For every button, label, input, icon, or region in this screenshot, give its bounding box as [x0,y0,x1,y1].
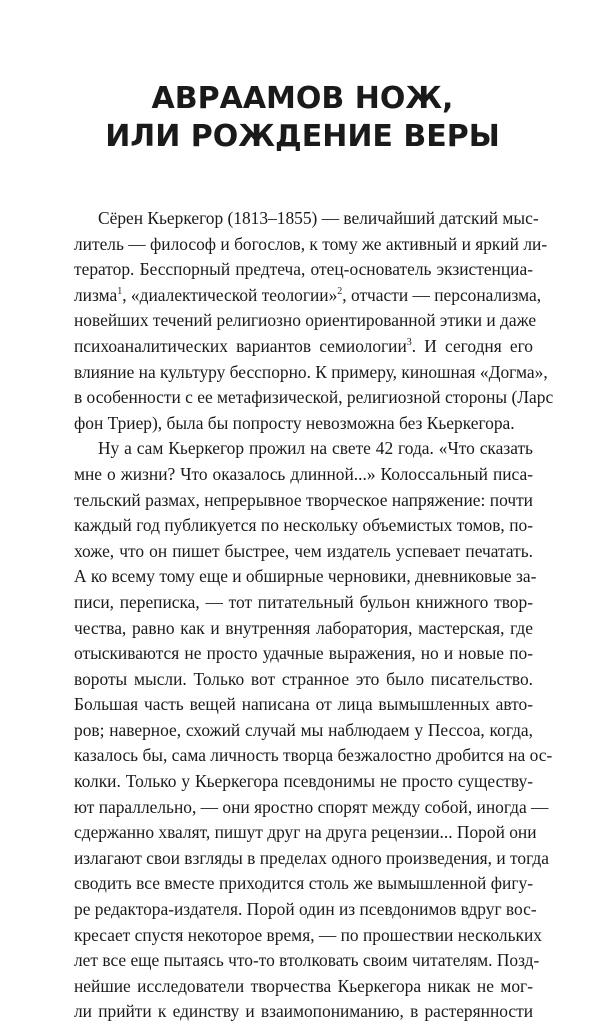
text-line: Ну а сам Кьеркегор прожил на свете 42 года. «Что сказать [98,438,533,459]
text-segment: лизма [74,284,118,305]
text-line [74,283,542,309]
text-line: влияние на культуру бесспорно. К примеру, киношная «Догма», [74,361,548,382]
chapter-title-line-1: АВРААМОВ НОЖ, [151,81,454,116]
text-segment: . И сегодня его [411,335,533,356]
text-line: новейших течений религиозно ориентированной этики и даже [74,310,537,331]
text-line: отыскиваются не просто удачные выражения, но и новые по- [74,643,533,664]
footnote-marker: 1 [117,285,123,297]
text-segment: , «диалектической теологии» [122,284,338,305]
text-line: сводить все вместе приходится столь же вымышленной фигу- [74,873,533,894]
text-line: ров; наверное, схожий случай мы наблюдаем у Пессоа, когда, [74,719,533,740]
text-line: кресает спустя некоторое время, — по прошествии нескольких [74,924,542,945]
text-line: излагают свои взгляды в пределах одного произведения, и тогда [74,847,549,868]
text-line: в особенности с ее метафизической, религиозной стороны (Ларс [74,387,554,408]
text-line: Большая часть вещей написана от лица вымышленных авто- [74,694,533,715]
text-line: ли прийти к единству и взаимопониманию, в растерянности [74,1001,533,1022]
text-line: тельский размах, непрерывное творческое напряжение: почти [74,489,533,510]
text-line: каждый год публикуется по нескольку объемистых томов, по- [74,515,533,536]
text-line: ют параллельно, — они яростно спорят между собой, иногда — [74,796,549,817]
chapter-title [0,80,605,156]
chapter-title-line-2: ИЛИ РОЖДЕНИЕ ВЕРЫ [105,119,500,154]
text-line: Сёрен Кьеркегор (1813–1855) — величайший датский мыс- [98,208,539,228]
text-line: вороты мысли. Только вот странное это было писательство. [74,668,533,689]
text-line: нейшие исследователи творчества Кьеркегора никак не мог- [74,975,533,996]
text-line: казалось бы, сама личность творца безжалостно дробится на ос- [74,745,553,766]
text-line: тератор. Бесспорный предтеча, отец-основатель экзистенциа- [74,259,533,280]
text-line: А ко всему тому еще и обширные черновики, дневниковые за- [74,566,537,587]
text-line: сдержанно хвалят, пишут друг на друга рецензии... Порой они [74,822,537,843]
text-segment: , отчасти — персонализма, [342,284,542,305]
text-line: литель — философ и богослов, к тому же активный и яркий ли- [74,233,548,254]
text-line: мне о жизни? Что оказалось длинной...» Колоссальный писа- [74,463,533,484]
body-text [74,206,554,1025]
text-line: чества, равно как и внутренняя лаборатория, мастерская, где [74,617,533,638]
text-line: фон Триер), была бы попросту невозможна без Кьеркегора. [74,412,515,433]
text-segment: психоаналитических вариантов семиологии [74,335,407,356]
text-line: ре редактора-издателя. Порой один из псевдонимов вдруг вос- [74,899,537,920]
text-line: лет все еще пытаясь что-то втолковать своим читателям. Позд- [74,950,540,971]
text-line [74,334,533,360]
text-line: хоже, что он пишет быстрее, чем издатель успевает печатать. [74,540,533,561]
footnote-marker: 3 [406,336,412,348]
footnote-marker: 2 [337,285,343,297]
text-line: колки. Только у Кьеркегора псевдонимы не просто существу- [74,771,533,792]
text-line: писи, переписка, — тот питательный бульон книжного твор- [74,591,533,612]
